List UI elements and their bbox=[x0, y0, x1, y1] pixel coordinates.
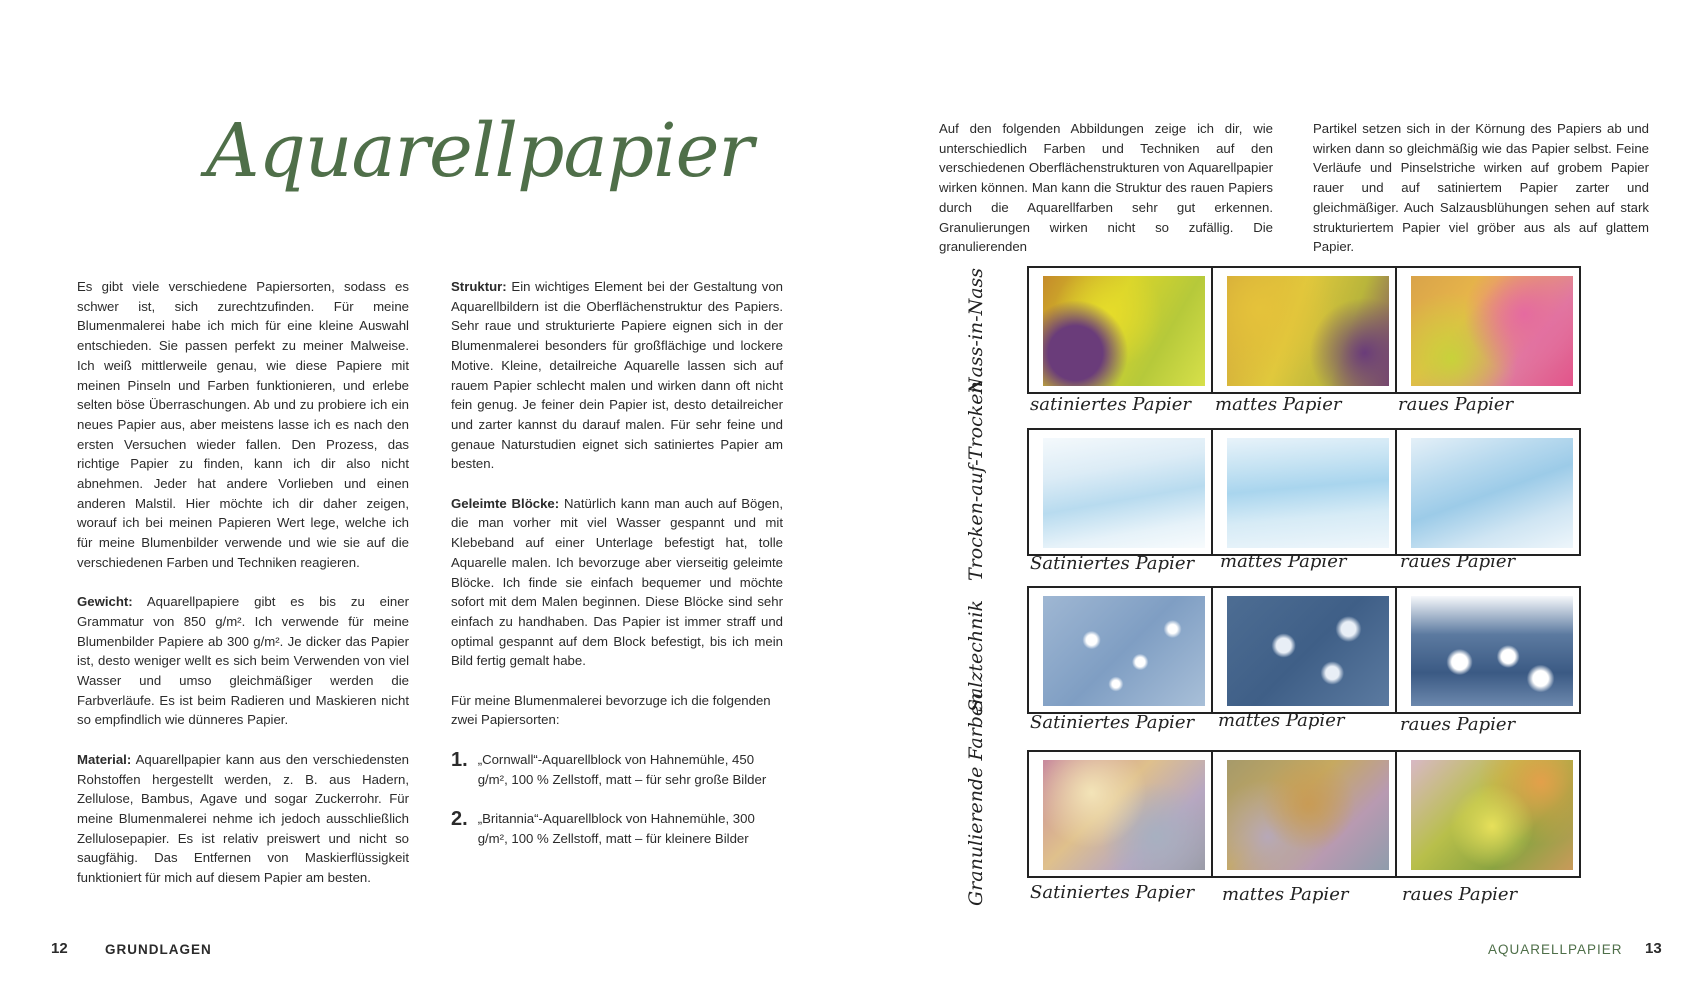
papiersorten-intro: Für meine Blumenmalerei bevorzuge ich die folgenden zwei Papiersorten: bbox=[451, 692, 771, 728]
caption: raues Papier bbox=[1400, 551, 1516, 572]
struktur-text: Ein wichtiges Element bei der Gestaltung von Aquarellbildern ist die Oberflächenstruktur des Papiers. Sehr raue und strukturierte Papiere eignen sich in der Blumenmalerei besonders für großflächige und lockere Motive. Kleine, detailreiche Aquarelle lassen sich auf rauem Papier schlecht malen und wirken dann oft nicht fein genug. Je feiner dein Papier ist, desto detailreicher und zarter kannst du darauf malen. Für sehr feine und genaue Naturstudien eignet sich satiniertes Papier am besten. bbox=[451, 279, 783, 472]
caption: mattes Papier bbox=[1222, 884, 1349, 905]
caption: raues Papier bbox=[1402, 884, 1518, 905]
list-number: 1. bbox=[451, 748, 468, 771]
swatch-frame bbox=[1027, 266, 1213, 394]
swatch-salz-matt bbox=[1227, 596, 1389, 706]
swatch-frame bbox=[1395, 750, 1581, 878]
text-column-right-1 bbox=[939, 119, 1273, 277]
right-paragraph-1: Auf den folgenden Abbildungen zeige ich dir, wie unterschiedlich Farben und Techniken auf den verschiedenen Oberflächenstrukturen von Aquarellpapier wirken können. Man kann die Struktur des rauen Papiers durch die Aquarellfarben sehr gut erkennen. Granulierungen wirken nicht so zufällig. Die granulierenden bbox=[939, 121, 1273, 255]
swatch-frame bbox=[1211, 266, 1397, 394]
swatch-nass-matt bbox=[1227, 276, 1389, 386]
caption: Satiniertes Papier bbox=[1030, 553, 1195, 574]
swatch-frame bbox=[1027, 428, 1213, 556]
swatch-frame bbox=[1395, 586, 1581, 714]
caption: mattes Papier bbox=[1215, 394, 1342, 415]
bloecke-paragraph bbox=[451, 494, 783, 671]
text-column-right-2 bbox=[1313, 119, 1649, 277]
page-title: Aquarellpapier bbox=[206, 108, 753, 194]
row-label-granulierende-farben: Granulierende Farben bbox=[965, 692, 987, 906]
list-text: „Cornwall“-Aquarellblock von Hahnemühle, 450 g/m², 100 % Zellstoff, matt – für sehr große Bilder bbox=[477, 751, 767, 787]
swatch-trocken-matt bbox=[1227, 438, 1389, 548]
swatch-frame bbox=[1027, 750, 1213, 878]
page-number-left: 12 bbox=[51, 940, 68, 957]
swatch-frame bbox=[1211, 428, 1397, 556]
swatch-salz-satiniert bbox=[1043, 596, 1205, 706]
material-label: Material: bbox=[77, 751, 132, 767]
swatch-nass-satiniert bbox=[1043, 276, 1205, 386]
text-column-left bbox=[77, 277, 409, 907]
swatch-frame bbox=[1211, 750, 1397, 878]
gewicht-text: Aquarellpapiere gibt es bis zu einer Grammatur von 850 g/m². Ich verwende für meine Blumenbilder Papiere ab 300 g/m². Je dicker das Papier ist, desto weniger wellt es sich beim Verwenden von viel Wasser und umso gleichmäßiger werden die Farbverläufe. Es ist beim Radieren und Maskieren nicht so empfindlich wie dünneres Papier. bbox=[77, 594, 409, 728]
caption: mattes Papier bbox=[1220, 551, 1347, 572]
list-number: 2. bbox=[451, 807, 468, 830]
right-paragraph-2: Partikel setzen sich in der Körnung des Papiers ab und wirken dann so gleichmäßig wie das Papier selbst. Feine Verläufe und Pinselstriche wirken auf grobem Papier rauer und auf satiniertem Papier zarter und gleichmäßiger. Auch Salzausblühungen sehen auf stark strukturiertem Papier viel gröber aus als auf glattem Papier. bbox=[1313, 121, 1649, 255]
swatch-trocken-satiniert bbox=[1043, 438, 1205, 548]
swatch-salz-rau bbox=[1411, 596, 1573, 706]
section-label-right: AQUARELLPAPIER bbox=[1488, 942, 1623, 957]
struktur-label: Struktur: bbox=[451, 279, 507, 294]
gewicht-label: Gewicht: bbox=[77, 594, 133, 610]
swatch-frame bbox=[1211, 586, 1397, 714]
swatch-frame bbox=[1395, 428, 1581, 556]
caption: mattes Papier bbox=[1218, 710, 1345, 731]
swatch-granul-satiniert bbox=[1043, 760, 1205, 870]
caption: Satiniertes Papier bbox=[1030, 882, 1195, 903]
caption: Satiniertes Papier bbox=[1030, 712, 1195, 733]
swatch-trocken-rau bbox=[1411, 438, 1573, 548]
bloecke-text: Natürlich kann man auch auf Bögen, die man vorher mit viel Wasser gespannt und mit Klebeband auf einer Unterlage befestigt hat, tolle Aquarelle malen. Ich bevorzuge aber vierseitig geleimte Blöcke. Ich finde sie einfach bequemer und möchte sofort mit dem Malen beginnen. Diese Blöcke sind sehr einfach zu handhaben. Das Papier ist immer straff und optimal gespannt auf dem Block befestigt, bis ich mein Bild fertig gemalt habe. bbox=[451, 495, 783, 669]
caption: satiniertes Papier bbox=[1030, 394, 1191, 415]
list-item bbox=[451, 750, 783, 789]
material-text: Aquarellpapier kann aus den verschiedensten Rohstoffen hergestellt werden, z. B. aus Hadern, Zellulose, Bambus, Agave und sogar Zuckerrohr. Für meine Blumenmalerei nehme ich jedoch ausschließlich Zellulosepapier. Es ist relativ preiswert und nicht so saugfähig. Das Entfernen von Maskierflüssigkeit funktioniert für mich auf diesem Papier am besten. bbox=[77, 751, 409, 886]
gewicht-paragraph bbox=[77, 592, 409, 730]
section-label-left: GRUNDLAGEN bbox=[105, 942, 212, 957]
caption: raues Papier bbox=[1400, 714, 1516, 735]
caption: raues Papier bbox=[1398, 394, 1514, 415]
swatch-frame bbox=[1027, 586, 1213, 714]
swatch-granul-matt bbox=[1227, 760, 1389, 870]
struktur-paragraph bbox=[451, 277, 783, 474]
intro-paragraph: Es gibt viele verschiedene Papiersorten, sodass es schwer ist, sich zurechtzufinden. Für meine Blumenmalerei habe ich mich für eine kleine Auswahl entschieden. Sie passen perfekt zu meiner Malweise. Ich weiß mittlerweile genau, wie diese Papiere mit meinen Pinseln und Farben funktionieren, und erlebe selten böse Überraschungen. Ab und zu probiere ich ein neues Papier aus, aber meistens lasse ich es nach den ersten Versuchen wieder fallen. Den Prozess, das richtige Papier zu finden, kann ich dir also nicht abnehmen. Jeder hat andere Vorlieben und einen anderen Malstil. Hier möchte ich dir daher zeigen, worauf ich bei meinen Papieren Wert lege, welche ich für meine Blumenbilder verwende und wie sie auf die verschiedenen Farben und Techniken reagieren. bbox=[77, 279, 409, 570]
list-item bbox=[451, 809, 783, 848]
row-label-salztechnik: Salztechnik bbox=[965, 600, 987, 713]
text-column-middle bbox=[451, 277, 783, 868]
swatch-granul-rau bbox=[1411, 760, 1573, 870]
swatch-frame bbox=[1395, 266, 1581, 394]
list-text: „Britannia“-Aquarellblock von Hahnemühle, 300 g/m², 100 % Zellstoff, matt – für kleinere Bilder bbox=[477, 810, 755, 846]
swatch-nass-rau bbox=[1411, 276, 1573, 386]
row-label-nass-in-nass: Nass-in-Nass bbox=[965, 267, 987, 395]
material-paragraph bbox=[77, 750, 409, 888]
page-number-right: 13 bbox=[1645, 940, 1662, 957]
bloecke-label: Geleimte Blöcke: bbox=[451, 495, 560, 511]
row-label-trocken-auf-trocken: Trocken-auf-Trocken bbox=[965, 381, 987, 581]
